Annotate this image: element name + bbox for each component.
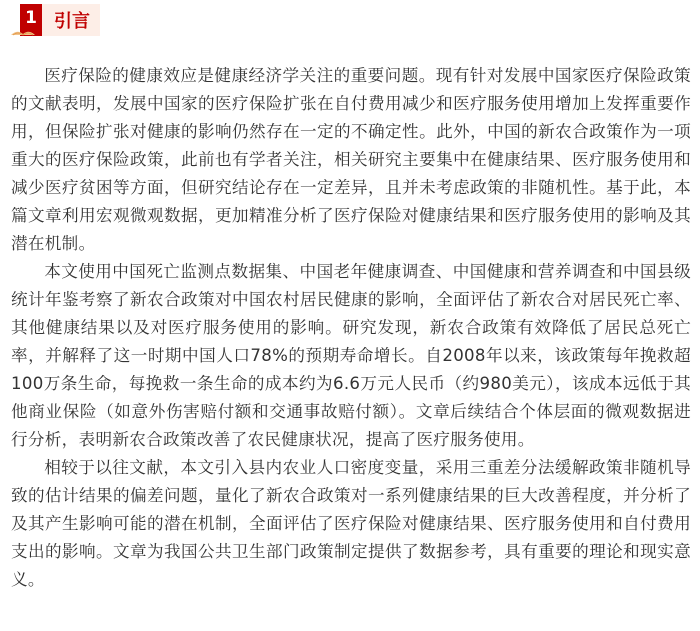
section-number-badge: [20, 4, 42, 36]
section-header: [20, 4, 100, 36]
open-book-icon: [10, 26, 36, 36]
paragraph: 本文使用中国死亡监测点数据集、中国老年健康调查、中国健康和营养调查和中国县级统计年鉴考察了新农合政策对中国农村居民健康的影响，全面评估了新农合对居民死亡率、其他健康结果以及对医疗服务使用的影响。研究发现，新农合政策有效降低了居民总死亡率，并解释了这一时期中国人口78%的预期寿命增长。自2008年以来，该政策每年挽救超100万条生命，每挽救一条生命的成本约为6.6万元人民币（约980美元），该成本远低于其他商业保险（如意外伤害赔付额和交通事故赔付额）。文章后续结合个体层面的微观数据进行分析，表明新农合政策改善了农民健康状况，提高了医疗服务使用。: [11, 262, 691, 449]
section-number: 1: [25, 8, 37, 28]
section-title-box: [42, 4, 100, 36]
paragraph: 相较于以往文献，本文引入县内农业人口密度变量，采用三重差分法缓解政策非随机导致的估计结果的偏差问题，量化了新农合政策对一系列健康结果的巨大改善程度，并分析了及其产生影响可能的潜在机制，全面评估了医疗保险对健康结果、医疗服务使用和自付费用支出的影响。文章为我国公共卫生部门政策制定提供了数据参考，具有重要的理论和现实意义。: [11, 458, 691, 589]
section-title: 引言: [54, 11, 90, 32]
paragraph: 医疗保险的健康效应是健康经济学关注的重要问题。现有针对发展中国家医疗保险政策的文献表明，发展中国家的医疗保险扩张在自付费用减少和医疗服务使用增加上发挥重要作用，但保险扩张对健康的影响仍然存在一定的不确定性。此外，中国的新农合政策作为一项重大的医疗保险政策，此前也有学者关注，相关研究主要集中在健康结果、医疗服务使用和减少医疗贫困等方面，但研究结论存在一定差异，且并未考虑政策的非随机性。基于此，本篇文章利用宏观微观数据，更加精准分析了医疗保险对健康结果和医疗服务使用的影响及其潜在机制。: [11, 66, 691, 253]
article-body: [11, 62, 691, 594]
